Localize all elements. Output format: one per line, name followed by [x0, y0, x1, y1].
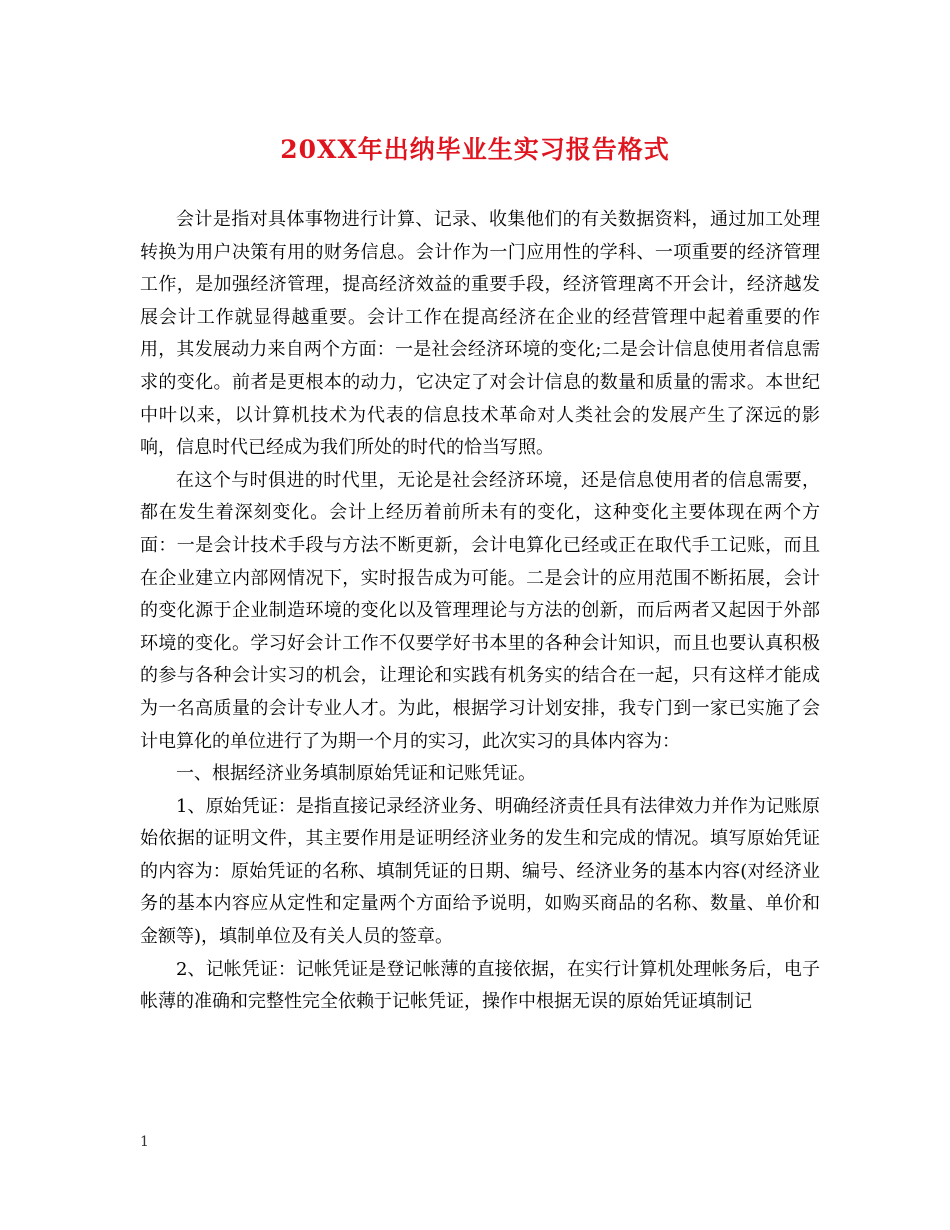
paragraph-4: 1、原始凭证：是指直接记录经济业务、明确经济责任具有法律效力并作为记账原始依据的证明文件，其主要作用是证明经济业务的发生和完成的情况。填写原始凭证的内容为：原始凭证的名称、填制凭证的日期、编号、经济业务的基本内容(对经济业务的基本内容应从定性和定量两个方面给予说明，如购买商品的名称、数量、单价和金额等)，填制单位及有关人员的签章。 [140, 795, 820, 948]
paragraph-3: 一、根据经济业务填制原始凭证和记账凭证。 [176, 763, 536, 785]
paragraph-2: 在这个与时俱进的时代里，无论是社会经济环境，还是信息使用者的信息需要，都在发生着深刻变化。会计上经历着前所未有的变化，这种变化主要体现在两个方面：一是会计技术手段与方法不断更新，会计电算化已经或正在取代手工记账，而且在企业建立内部网情况下，实时报告成为可能。二是会计的应用范围不断拓展，会计的变化源于企业制造环境的变化以及管理理论与方法的创新，而后两者又起因于外部环境的变化。学习好会计工作不仅要学好书本里的各种会计知识，而且也要认真积极的参与各种会计实习的机会，让理论和实践有机务实的结合在一起，只有这样才能成为一名高质量的会计专业人才。为此，根据学习计划安排，我专门到一家已实施了会计电算化的单位进行了为期一个月的实习，此次实习的具体内容为： [140, 469, 820, 752]
document-body [140, 204, 820, 1019]
document-title: 20XX年出纳毕业生实习报告格式 [280, 135, 670, 164]
page-number: 1 [140, 1134, 149, 1150]
paragraph-1: 会计是指对具体事物进行计算、记录、收集他们的有关数据资料，通过加工处理转换为用户决策有用的财务信息。会计作为一门应用性的学科、一项重要的经济管理工作，是加强经济管理，提高经济效益的重要手段，经济管理离不开会计，经济越发展会计工作就显得越重要。会计工作在提高经济在企业的经营管理中起着重要的作用，其发展动力来自两个方面：一是社会经济环境的变化;二是会计信息使用者信息需求的变化。前者是更根本的动力，它决定了对会计信息的数量和质量的需求。本世纪中叶以来，以计算机技术为代表的信息技术革命对人类社会的发展产生了深远的影响，信息时代已经成为我们所处的时代的恰当写照。 [140, 209, 820, 459]
paragraph-5: 2、记帐凭证：记帐凭证是登记帐薄的直接依据，在实行计算机处理帐务后，电子帐薄的准确和完整性完全依赖于记帐凭证，操作中根据无误的原始凭证填制记 [140, 958, 820, 1013]
